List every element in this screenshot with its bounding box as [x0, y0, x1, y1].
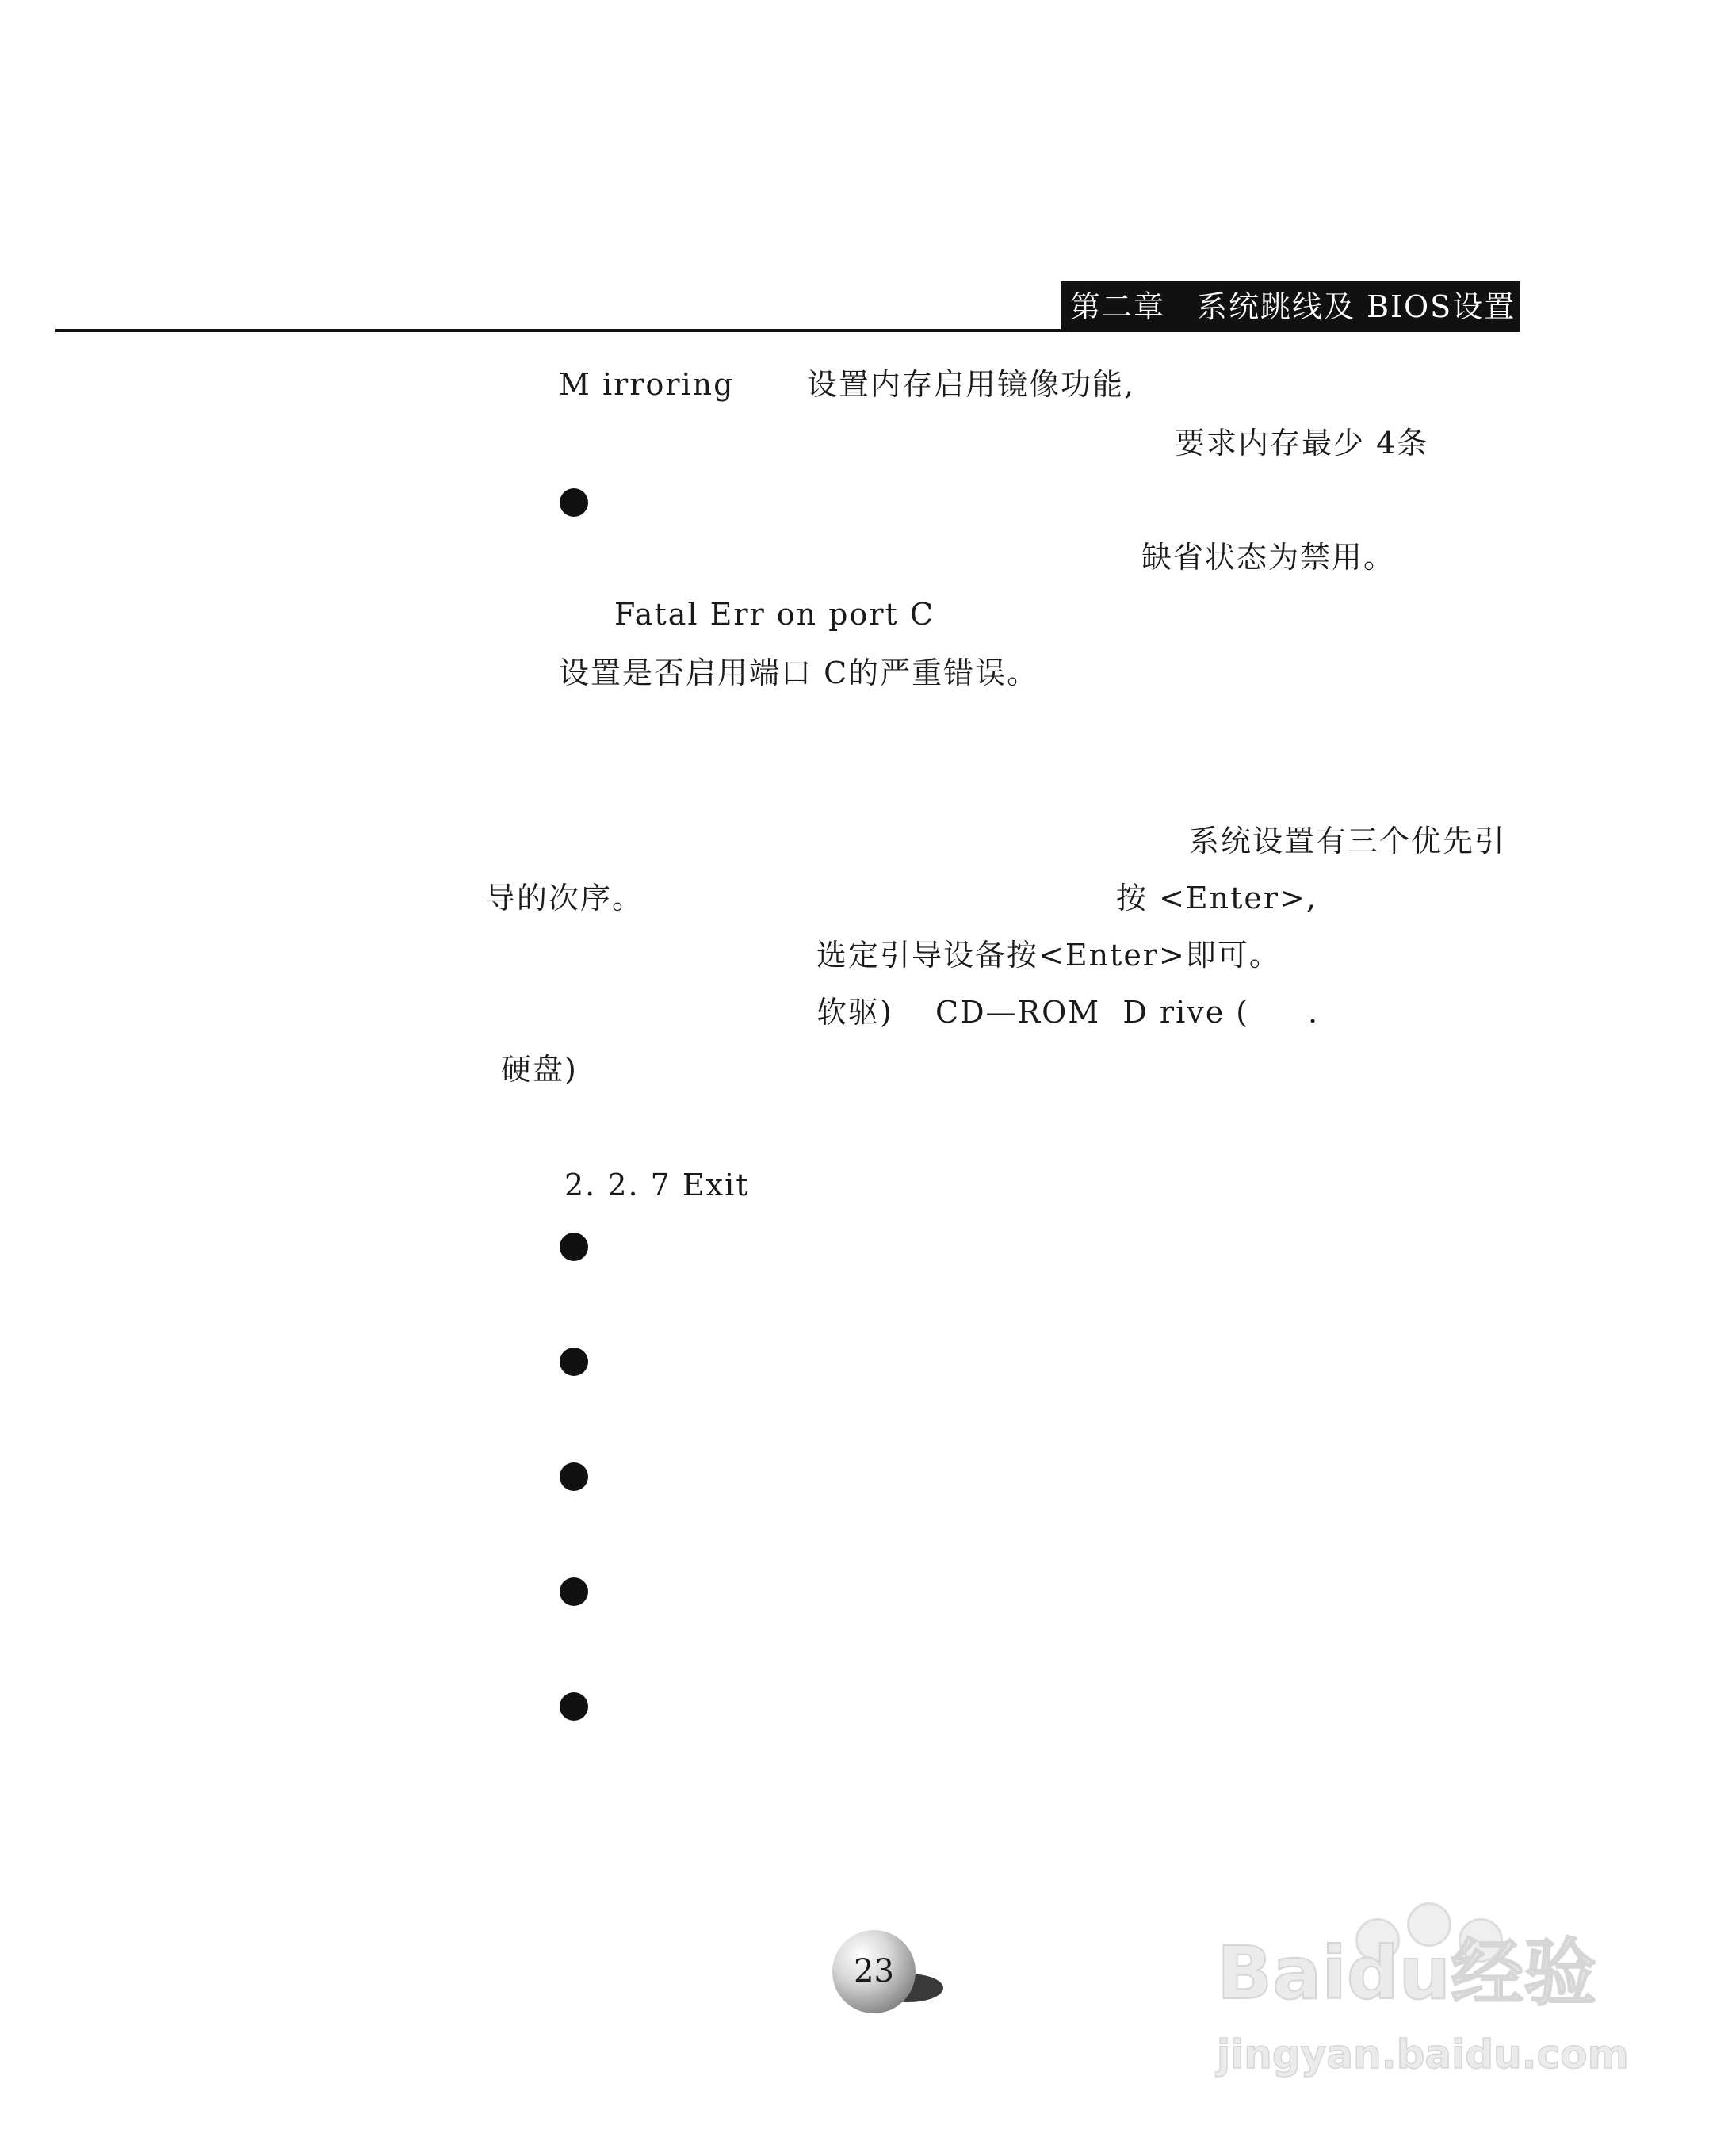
header-rule — [55, 329, 1062, 332]
hard-disk-text: 硬盘) — [501, 1052, 578, 1087]
memory-requirement: 要求内存最少 4条 — [1175, 426, 1429, 461]
bullet-icon — [560, 1577, 588, 1606]
bullet-icon — [560, 1233, 588, 1261]
page-number: 23 — [854, 1953, 894, 1990]
select-boot-device-text: 选定引导设备按<Enter>即可。 — [816, 938, 1281, 973]
bullet-icon — [560, 1348, 588, 1376]
floppy-text: 软驱) — [816, 995, 893, 1030]
watermark-url: jingyan.baidu.com — [1217, 2032, 1629, 2078]
default-disabled-text: 缺省状态为禁用。 — [1141, 540, 1396, 575]
chapter-header: 第二章 系统跳线及 BIOS设置 — [1061, 281, 1520, 332]
section-heading-exit: 2. 2. 7 Exit — [564, 1168, 750, 1202]
boot-order-text: 导的次序。 — [485, 881, 644, 916]
trailing-period: . — [1308, 995, 1320, 1030]
bullet-icon — [560, 488, 588, 517]
press-enter-text: 按 <Enter>, — [1116, 881, 1317, 916]
fatal-err-term: Fatal Err on port C — [614, 597, 935, 632]
fatal-err-description: 设置是否启用端口 C的严重错误。 — [559, 656, 1039, 690]
mirroring-description: 设置内存启用镜像功能, — [807, 367, 1136, 402]
mirroring-term: M irroring — [559, 367, 735, 402]
watermark-logo: Baidu经验 — [1217, 1931, 1597, 2016]
bullet-icon — [560, 1692, 588, 1721]
bullet-icon — [560, 1462, 588, 1491]
boot-priority-text: 系统设置有三个优先引 — [1189, 824, 1507, 858]
cdrom-drive-text: CD—ROM D rive ( — [935, 995, 1250, 1030]
